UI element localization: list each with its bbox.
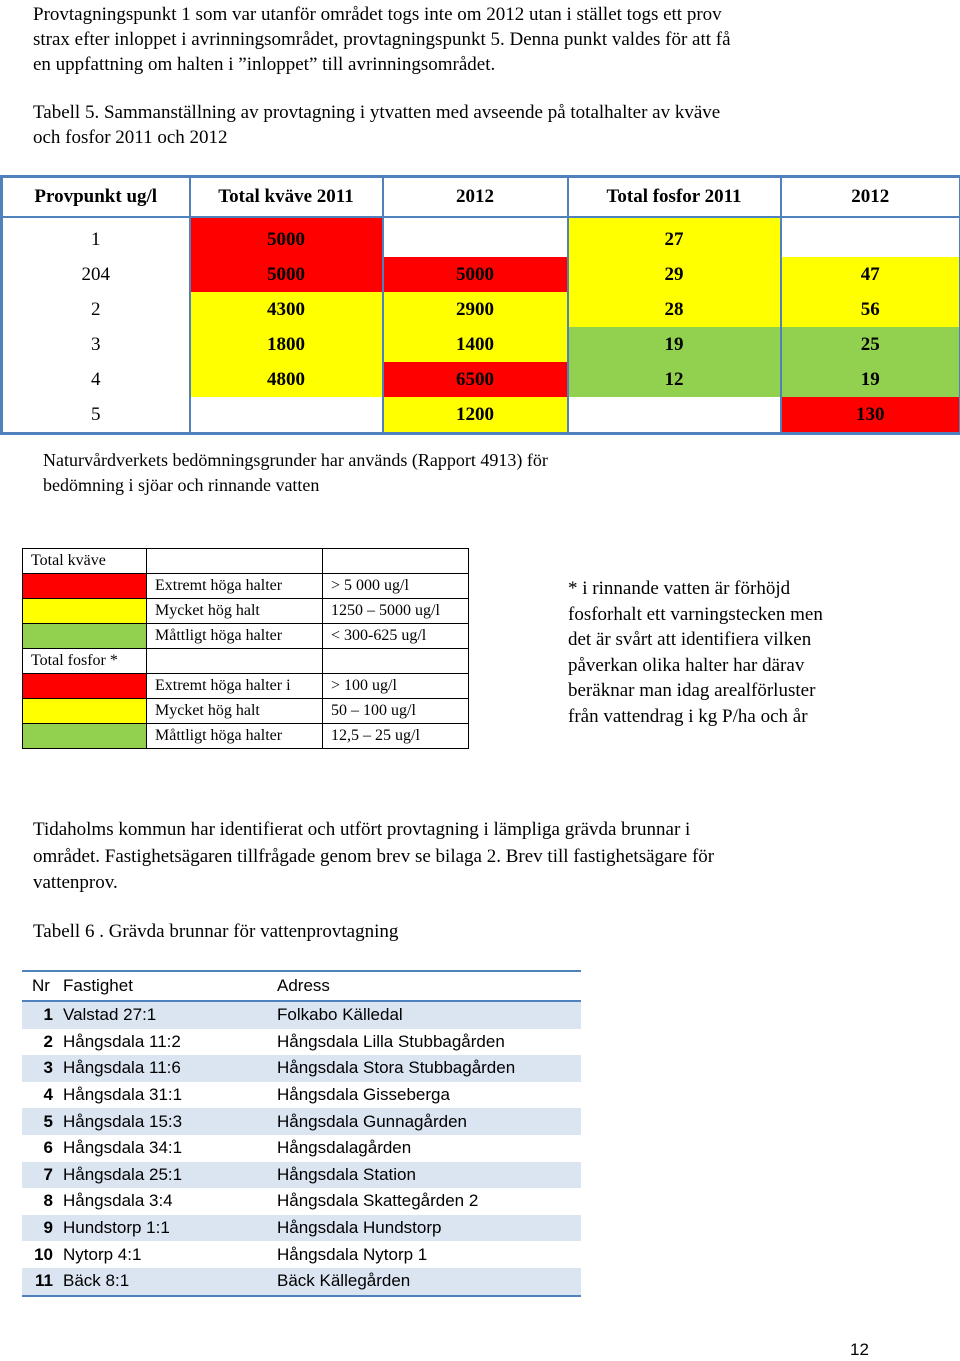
cell-n2011: 4300 — [190, 292, 383, 327]
legend-group-row — [23, 649, 469, 674]
cell-fastighet: Hångsdala 3:4 — [63, 1191, 173, 1211]
table6-wells-table — [22, 970, 581, 1297]
legend-group-row — [23, 549, 469, 574]
legend-range: 50 – 100 ug/l — [323, 699, 469, 724]
cell-fastighet: Hångsdala 31:1 — [63, 1085, 183, 1105]
table-row — [22, 1135, 581, 1162]
cell-p2012: 130 — [781, 397, 960, 434]
cell-point: 5 — [2, 397, 190, 434]
cell-n2011: 4800 — [190, 362, 383, 397]
cell-n2012: 1400 — [383, 327, 568, 362]
intro-paragraph — [33, 2, 731, 77]
cell-p2012: 56 — [781, 292, 960, 327]
legend-range: > 5 000 ug/l — [323, 574, 469, 599]
cell-p2011: 28 — [568, 292, 781, 327]
paragraph-line: Tidaholms kommun har identifierat och utfört provtagning i lämpliga grävda brunnar i — [33, 819, 691, 840]
header-adress: Adress — [277, 971, 581, 1001]
legend-kvave-label: Total kväve — [23, 549, 147, 574]
legend-row — [23, 699, 469, 724]
legend-row — [23, 599, 469, 624]
cell-nr: 8 — [43, 1191, 53, 1211]
caption-line: och fosfor 2011 och 2012 — [33, 127, 228, 148]
cell-fastighet: Hångsdala 15:3 — [63, 1108, 277, 1135]
cell-nr: 11 — [22, 1268, 63, 1296]
cell-point: 3 — [2, 327, 190, 362]
cell-nr: 1 — [22, 1001, 63, 1029]
cell-n2012: 1200 — [383, 397, 568, 434]
note-line: bedömning i sjöar och rinnande vatten — [43, 475, 320, 495]
header-provpunkt: Provpunkt ug/l — [2, 177, 190, 218]
tidaholm-paragraph — [33, 817, 714, 897]
cell-adress: Hångsdala Nytorp 1 — [277, 1244, 428, 1264]
legend-range: > 100 ug/l — [323, 674, 469, 699]
header-fastighet: Fastighet — [63, 971, 277, 1001]
cell-fastighet: Hångsdala 34:1 — [63, 1138, 183, 1158]
table-row — [2, 257, 960, 292]
header-kvave-2012: 2012 — [383, 177, 568, 218]
cell-point: 1 — [2, 217, 190, 257]
cell-p2011: 19 — [568, 327, 781, 362]
table-row — [2, 292, 960, 327]
legend-swatch-yellow — [23, 599, 147, 624]
cell-p2011 — [568, 397, 781, 434]
cell-fastighet: Hångsdala 11:2 — [63, 1031, 181, 1051]
footnote-line: * i rinnande vatten är förhöjd — [568, 578, 791, 599]
legend-swatch-green — [23, 724, 147, 749]
table-row — [22, 1241, 581, 1268]
footnote-line: beräknar man idag arealförluster — [568, 680, 816, 701]
cell-fastighet: Nytorp 4:1 — [63, 1244, 142, 1264]
table5-header-row — [2, 177, 960, 218]
cell-fastighet: Hundstorp 1:1 — [63, 1215, 277, 1242]
table6-caption: Tabell 6 . Grävda brunnar för vattenprovtagning — [33, 921, 399, 942]
cell-nr: 6 — [43, 1138, 53, 1158]
table-row — [22, 1055, 581, 1082]
cell-nr: 3 — [22, 1055, 63, 1082]
legend-class: Mycket hög halt — [147, 599, 323, 624]
header-kvave-2011: Total kväve 2011 — [190, 177, 383, 218]
table-row — [2, 362, 960, 397]
assessment-note — [43, 448, 548, 498]
table-row — [2, 327, 960, 362]
legend-class: Extremt höga halter — [147, 574, 323, 599]
footnote-line: fosforhalt ett varningstecken men — [568, 603, 823, 625]
legend-class: Extremt höga halter i — [147, 674, 323, 699]
cell-n2011: 5000 — [190, 217, 383, 257]
table5-caption — [33, 100, 720, 150]
cell-adress: Hångsdala Lilla Stubbagården — [277, 1031, 505, 1051]
cell-adress: Hångsdala Hundstorp — [277, 1215, 581, 1242]
legend-row — [23, 724, 469, 749]
legend-fosfor-label: Total fosfor * — [23, 649, 147, 674]
legend-class: Måttligt höga halter — [147, 724, 323, 749]
cell-nr: 7 — [22, 1162, 63, 1189]
cell-p2011: 29 — [568, 257, 781, 292]
table6-header-row — [22, 971, 581, 1001]
cell-p2012 — [781, 217, 960, 257]
cell-nr: 9 — [22, 1215, 63, 1242]
footnote-line: påverkan olika halter har därav — [568, 654, 805, 676]
cell-p2012: 25 — [781, 327, 960, 362]
cell-nr: 10 — [34, 1244, 53, 1264]
table-row — [22, 1188, 581, 1215]
legend-swatch-green — [23, 624, 147, 649]
footnote-line: från vattendrag i kg P/ha och år — [568, 705, 808, 727]
legend-swatch-yellow — [23, 699, 147, 724]
legend-class: Mycket hög halt — [147, 699, 323, 724]
legend-range: < 300-625 ug/l — [323, 624, 469, 649]
cell-n2011 — [190, 397, 383, 434]
note-line: Naturvårdverkets bedömningsgrunder har används (Rapport 4913) för — [43, 450, 548, 470]
phosphorus-footnote — [568, 576, 823, 729]
table-row — [22, 1082, 581, 1109]
cell-nr: 4 — [43, 1085, 53, 1105]
cell-p2011: 27 — [568, 217, 781, 257]
legend-row — [23, 574, 469, 599]
cell-nr: 2 — [43, 1031, 53, 1051]
cell-adress: Hångsdalagården — [277, 1138, 412, 1158]
cell-adress: Hångsdala Stora Stubbagården — [277, 1055, 581, 1082]
table-row — [22, 1215, 581, 1242]
cell-p2012: 19 — [781, 362, 960, 397]
cell-point: 204 — [2, 257, 190, 292]
classification-legend — [22, 548, 469, 749]
legend-class: Måttligt höga halter — [147, 624, 323, 649]
cell-n2012: 6500 — [383, 362, 568, 397]
cell-p2011: 12 — [568, 362, 781, 397]
cell-n2012: 5000 — [383, 257, 568, 292]
cell-adress: Folkabo Källedal — [277, 1001, 581, 1029]
table5-nutrient-table — [0, 175, 960, 435]
table-row — [22, 1268, 581, 1296]
cell-point: 2 — [2, 292, 190, 327]
intro-line: en uppfattning om halten i ”inloppet” till avrinningsområdet. — [33, 54, 496, 75]
caption-line: Tabell 5. Sammanställning av provtagning i ytvatten med avseende på totalhalter av kväve — [33, 102, 721, 123]
intro-line: strax efter inloppet i avrinningsområdet, provtagningspunkt 5. Denna punkt valdes för att få — [33, 29, 731, 50]
legend-range: 1250 – 5000 ug/l — [323, 599, 469, 624]
cell-n2011: 5000 — [190, 257, 383, 292]
cell-n2012 — [383, 217, 568, 257]
page-number: 12 — [850, 1340, 869, 1359]
cell-adress: Bäck Källegården — [277, 1268, 581, 1296]
intro-line: Provtagningspunkt 1 som var utanför området togs inte om 2012 utan i stället togs ett prov — [33, 4, 722, 25]
table-row — [22, 1001, 581, 1029]
cell-adress: Hångsdala Gunnagården — [277, 1108, 581, 1135]
legend-row — [23, 624, 469, 649]
table-row — [22, 1029, 581, 1056]
header-nr: Nr — [22, 971, 63, 1001]
cell-fastighet: Valstad 27:1 — [63, 1001, 277, 1029]
table-row — [22, 1162, 581, 1189]
cell-fastighet: Hångsdala 11:6 — [63, 1055, 277, 1082]
header-fosfor-2012: 2012 — [781, 177, 960, 218]
legend-swatch-red — [23, 674, 147, 699]
cell-adress: Hångsdala Gisseberga — [277, 1085, 450, 1105]
cell-nr: 5 — [22, 1108, 63, 1135]
cell-fastighet: Hångsdala 25:1 — [63, 1162, 277, 1189]
paragraph-line: vattenprov. — [33, 872, 118, 893]
legend-row — [23, 674, 469, 699]
cell-point: 4 — [2, 362, 190, 397]
paragraph-line: området. Fastighetsägaren tillfrågade genom brev se bilaga 2. Brev till fastighetsägare för — [33, 845, 715, 867]
table-row — [2, 217, 960, 257]
legend-swatch-red — [23, 574, 147, 599]
header-fosfor-2011: Total fosfor 2011 — [568, 177, 781, 218]
table-row — [22, 1108, 581, 1135]
footnote-line: det är svårt att identifiera vilken — [568, 629, 812, 650]
cell-adress: Hångsdala Skattegården 2 — [277, 1191, 479, 1211]
cell-n2011: 1800 — [190, 327, 383, 362]
cell-adress: Hångsdala Station — [277, 1162, 581, 1189]
table-row — [2, 397, 960, 434]
legend-range: 12,5 – 25 ug/l — [323, 724, 469, 749]
cell-p2012: 47 — [781, 257, 960, 292]
cell-fastighet: Bäck 8:1 — [63, 1268, 277, 1296]
cell-n2012: 2900 — [383, 292, 568, 327]
